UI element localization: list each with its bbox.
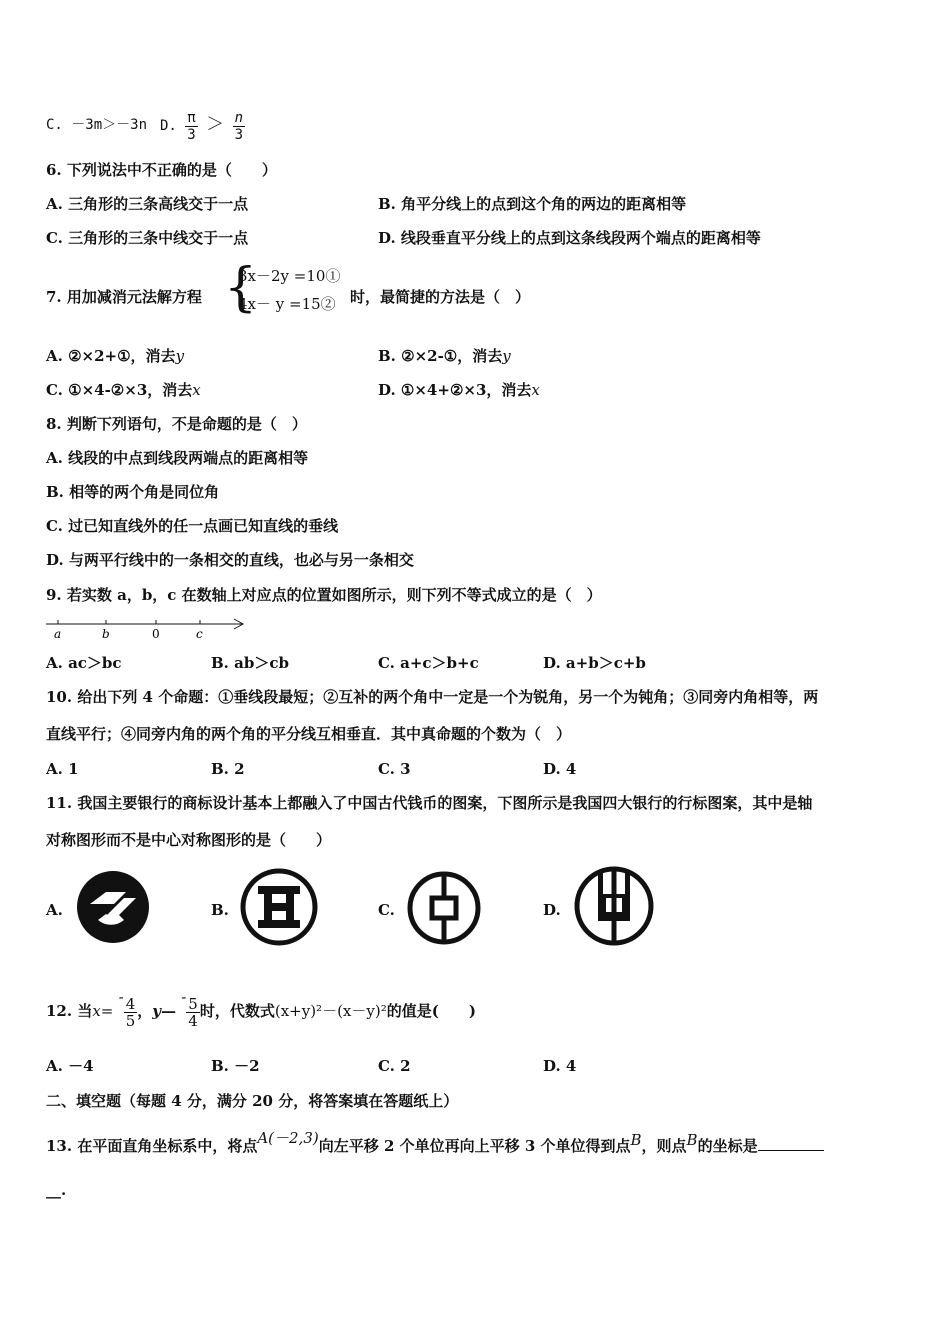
q13-point-b2: B (686, 1131, 698, 1149)
q7-brace: { (224, 258, 258, 318)
q11-option-d: D. (543, 901, 561, 919)
q9-option-d: D. a+b＞c+b (543, 654, 646, 672)
q7-stem: 7. 用加减消元法解方程 (46, 288, 202, 306)
q12-eq: = (100, 1002, 114, 1020)
q12-x-var: x (92, 1002, 101, 1020)
q6-option-b: B. 角平分线上的点到这个角的两边的距离相等 (378, 195, 687, 213)
q13-answer-blank[interactable] (758, 1136, 824, 1151)
q12-x-sign: - (118, 988, 124, 1006)
q10-stem-line2: 直线平行；④同旁内角的两个角的平分线互相垂直．其中真命题的个数为（ ） (46, 725, 572, 743)
q13-point-b: B (630, 1131, 642, 1149)
ccb-logo-icon (76, 870, 150, 944)
q8-stem: 8. 判断下列语句，不是命题的是（ ） (46, 415, 307, 433)
q13-part3: ，则点 (641, 1137, 687, 1155)
q12-y-sign: - (181, 988, 187, 1006)
q12-stem (46, 972, 476, 1036)
q8-option-d: D. 与两平行线中的一条相交的直线，也必与另一条相交 (46, 551, 414, 569)
q5-d-operator: ＞ (206, 114, 225, 135)
q11-stem-line2: 对称图形而不是中心对称图形的是（ ） (46, 831, 332, 849)
q7-equation-2: 4x－ y =15② (238, 295, 336, 313)
q5-d-prefix: D. (160, 118, 177, 134)
q9-option-c: C. a+c＞b+c (378, 654, 479, 672)
q12-option-c: C. 2 (378, 1057, 411, 1075)
q11-stem-line1: 11. 我国主要银行的商标设计基本上都融入了中国古代钱币的图案，下图所示是我国四大银行的行标图案，其中是轴 (46, 794, 813, 812)
q12-option-d: D. 4 (543, 1057, 577, 1075)
q7-option-b: B. ②×2-①，消去y (378, 347, 511, 365)
q7-stem-tail: 时，最简捷的方法是（ ） (350, 288, 531, 306)
q6-option-d: D. 线段垂直平分线上的点到这条线段两个端点的距离相等 (378, 229, 761, 247)
q8-option-c: C. 过已知直线外的任一点画已知直线的垂线 (46, 517, 339, 535)
section-2-title: 二、填空题（每题 4 分，满分 20 分，将答案填在答题纸上） (46, 1092, 459, 1110)
q9-number-line (44, 614, 248, 642)
q7-option-c: C. ①×4-②×3，消去x (46, 381, 201, 399)
q7-equation-system (224, 258, 349, 318)
q10-option-c: C. 3 (378, 760, 411, 778)
q12-prefix: 12. 当 (46, 1002, 93, 1020)
q7-equation-1: 3x－2y =10① (238, 267, 341, 285)
q10-option-b: B. 2 (211, 760, 245, 778)
q12-dash: — (160, 1002, 176, 1020)
q8-option-a: A. 线段的中点到线段两端点的距离相等 (46, 449, 309, 467)
q10-option-a: A. 1 (46, 760, 79, 778)
q7-option-d: D. ①×4+②×3，消去x (378, 381, 540, 399)
q9-axis-label-0: 0 (152, 627, 160, 641)
q9-axis-label-a: a (54, 627, 62, 641)
q10-stem-line1: 10. 给出下列 4 个命题：①垂线段最短；②互补的两个角中一定是一个为锐角，另一个为钝角；③同旁内角相等，两 (46, 688, 819, 706)
q12-y-fraction: $\frac{5}{4}$ (188, 994, 198, 1030)
q13-point-a: A(－2,3) (257, 1129, 319, 1147)
q6-option-a: A. 三角形的三条高线交于一点 (46, 195, 249, 213)
q13-part1: 13. 在平面直角坐标系中，将点 (46, 1137, 258, 1155)
q9-option-a: A. ac＞bc (46, 654, 122, 672)
q12-option-a: A. －4 (46, 1057, 94, 1075)
q12-option-b: B. －2 (211, 1057, 260, 1075)
q5-d-left-fraction: $\frac{\pi}{3}$ (187, 109, 196, 143)
q13-part4: 的坐标是 (697, 1137, 758, 1155)
q12-y-var: y (152, 1002, 161, 1020)
q7-option-a: A. ②×2+①，消去y (46, 347, 185, 365)
q12-x-fraction: $\frac{4}{5}$ (125, 994, 136, 1030)
q11-option-a: A. (46, 901, 63, 919)
q12-when: 时，代数式 (199, 1002, 275, 1020)
q10-option-d: D. 4 (543, 760, 577, 778)
q12-expression: (x+y)²－(x－y)² (274, 1002, 387, 1020)
q13-tail: __. (46, 1181, 67, 1199)
q5-d-right-fraction: $\frac{n}{3}$ (234, 109, 244, 143)
q13-stem (46, 1120, 824, 1164)
q12-suffix: 的值是( ) (386, 1002, 476, 1020)
q5-option-c: C. －3m＞－3n (46, 117, 148, 133)
q6-stem: 6. 下列说法中不正确的是（ ） (46, 161, 277, 179)
abc-logo-icon (572, 864, 656, 948)
q12-comma: ， (137, 1002, 153, 1020)
q9-axis-label-c: c (196, 627, 203, 641)
q9-stem: 9. 若实数 a，b，c 在数轴上对应点的位置如图所示，则下列不等式成立的是（ ） (46, 586, 602, 604)
q9-axis-label-b: b (102, 627, 110, 641)
q9-option-b: B. ab＞cb (211, 654, 289, 672)
q13-part2: 向左平移 2 个单位再向上平移 3 个单位得到点 (318, 1137, 631, 1155)
q5-option-d (160, 103, 245, 148)
q11-option-b: B. (211, 901, 229, 919)
boc-logo-icon (406, 870, 482, 946)
q11-option-c: C. (378, 901, 395, 919)
q6-option-c: C. 三角形的三条中线交于一点 (46, 229, 249, 247)
q8-option-b: B. 相等的两个角是同位角 (46, 483, 220, 501)
icbc-logo-icon (240, 868, 318, 946)
